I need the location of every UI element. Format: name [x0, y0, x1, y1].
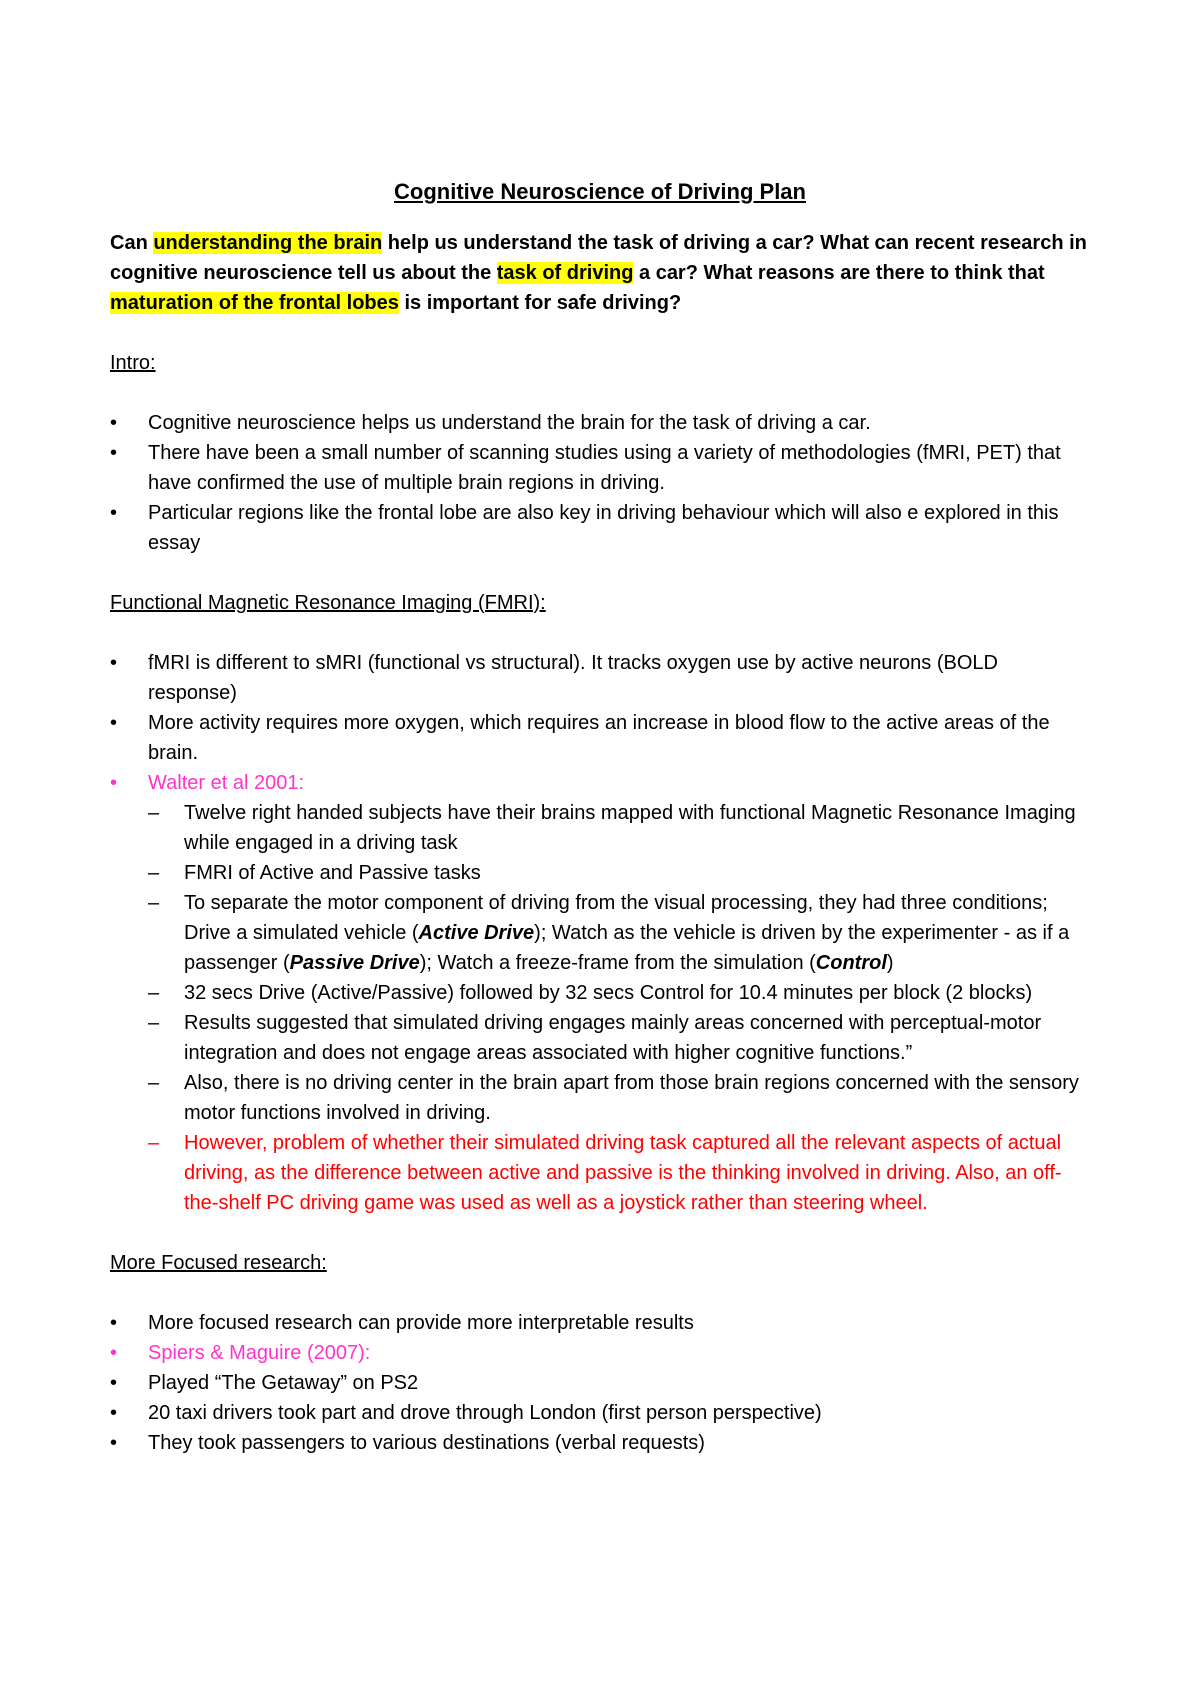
study-label: Walter et al 2001:: [148, 772, 305, 794]
list-item: • Played “The Getaway” on PS2: [110, 1368, 1090, 1398]
list-item: – Results suggested that simulated driving engages mainly areas concerned with perceptual-motor integration and does not engage areas associated with higher cognitive functions.”: [110, 1008, 1090, 1068]
conditions-text: ); Watch a freeze-frame from the simulation (: [419, 952, 816, 974]
condition-control: Control: [815, 952, 887, 974]
list-item: – Twelve right handed subjects have their brains mapped with functional Magnetic Resonance Imaging while engaged in a driving task: [110, 798, 1090, 858]
list-item: • Cognitive neuroscience helps us understand the brain for the task of driving a car.: [110, 408, 1090, 438]
list-item: • There have been a small number of scanning studies using a variety of methodologies (fMRI, PET) that have confirmed the use of multiple brain regions in driving.: [110, 438, 1090, 498]
intro-list: [110, 408, 1090, 558]
conditions-text: To separate the motor component of driving from the visual processing, they had three conditions; Drive a simulated vehicle (: [184, 892, 1048, 944]
study-title-spiers: [110, 1338, 1090, 1368]
highlight-frontal-lobes: maturation of the frontal lobes: [110, 292, 399, 314]
question-text: Can: [110, 232, 154, 254]
section-heading-focused: More Focused research:: [110, 1252, 327, 1274]
highlight-understanding-brain: understanding the brain: [153, 232, 383, 254]
list-item: • More activity requires more oxygen, which requires an increase in blood flow to the active areas of the brain.: [110, 708, 1090, 768]
essay-question: [110, 228, 1090, 318]
list-item: • 20 taxi drivers took part and drove through London (first person perspective): [110, 1398, 1090, 1428]
section-heading-intro: Intro:: [110, 352, 156, 374]
walter-details-list: [110, 798, 1090, 1218]
study-label: Spiers & Maguire (2007):: [148, 1342, 371, 1364]
condition-passive-drive: Passive Drive: [289, 952, 420, 974]
list-item: • They took passengers to various destinations (verbal requests): [110, 1428, 1090, 1458]
fmri-list: [110, 648, 1090, 798]
question-text: is important for safe driving?: [398, 292, 682, 314]
question-text: help us understand the task of driving a car? What can recent research in cognitive neuroscience tell us about the: [110, 232, 1087, 284]
document-title: Cognitive Neuroscience of Driving Plan: [394, 179, 806, 204]
list-item-conditions: [110, 888, 1090, 978]
list-item: • More focused research can provide more interpretable results: [110, 1308, 1090, 1338]
list-item: • Particular regions like the frontal lobe are also key in driving behaviour which will also e explored in this essay: [110, 498, 1090, 558]
conditions-text: ); Watch as the vehicle is driven by the experimenter - as if a passenger (: [184, 922, 1070, 974]
section-heading-fmri: Functional Magnetic Resonance Imaging (FMRI):: [110, 592, 546, 614]
list-item: – Also, there is no driving center in the brain apart from those brain regions concerned with the sensory motor functions involved in driving.: [110, 1068, 1090, 1128]
condition-active-drive: Active Drive: [418, 922, 535, 944]
focused-list: [110, 1308, 1090, 1458]
conditions-text: ): [886, 952, 894, 974]
study-title-walter: [110, 768, 1090, 798]
question-text: a car? What reasons are there to think that: [633, 262, 1045, 284]
list-item: • fMRI is different to sMRI (functional vs structural). It tracks oxygen use by active neurons (BOLD response): [110, 648, 1090, 708]
highlight-task-of-driving: task of driving: [496, 262, 634, 284]
list-item: – FMRI of Active and Passive tasks: [110, 858, 1090, 888]
list-item: – 32 secs Drive (Active/Passive) followed by 32 secs Control for 10.4 minutes per block (2 blocks): [110, 978, 1090, 1008]
critique-item: – However, problem of whether their simulated driving task captured all the relevant aspects of actual driving, as the difference between active and passive is the thinking involved in driving. Also, an off-the-shelf PC driving game was used as well as a joystick rather than steering wheel.: [110, 1128, 1090, 1218]
